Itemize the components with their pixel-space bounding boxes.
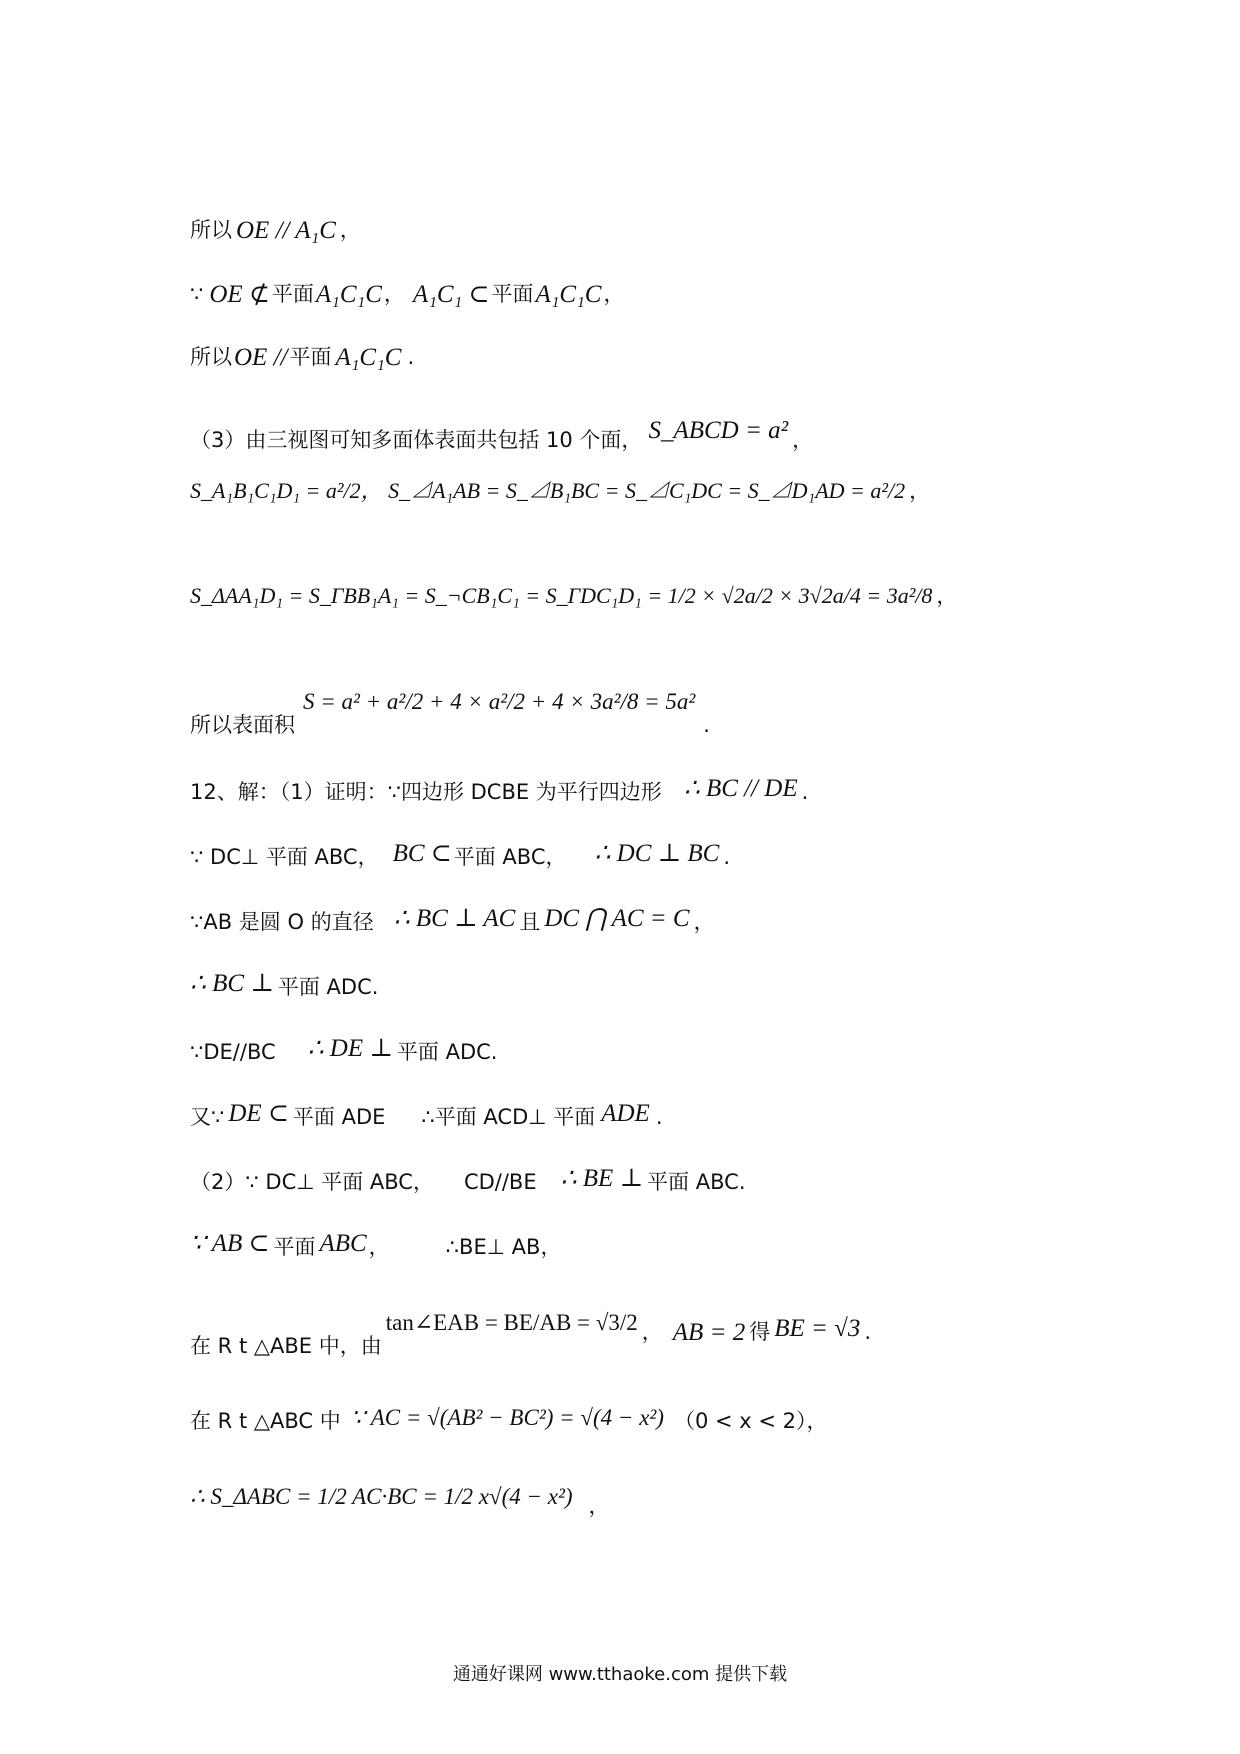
text: 得 — [749, 1320, 771, 1344]
line-7 — [190, 689, 710, 737]
math-expression: A₁C₁C — [535, 281, 602, 308]
text: 所以 — [190, 218, 232, 242]
text: 平面 — [271, 282, 314, 306]
math-expression: OE // A₁C — [236, 217, 336, 244]
math-expression: ABC — [319, 1230, 367, 1257]
text: 平面 ABC， — [453, 845, 567, 869]
text: 平面 — [491, 282, 534, 306]
text: 平面 ADC. — [396, 1040, 498, 1064]
line-10 — [190, 905, 715, 935]
math-expression: A₁C₁C — [335, 344, 402, 371]
punctuation: ， — [339, 218, 361, 242]
punctuation: ， — [368, 1235, 390, 1259]
punctuation: . — [723, 845, 731, 869]
punctuation: . — [864, 1320, 872, 1344]
punctuation: ， — [603, 282, 625, 306]
punctuation: . — [801, 780, 809, 804]
punctuation: ， — [792, 428, 814, 452]
text: ∴平面 ACD⊥ 平面 — [421, 1105, 596, 1129]
math-expression: ∴ BC ⊥ AC — [393, 905, 516, 932]
math-expression: BC ⊂ — [392, 840, 452, 867]
text: 平面 — [289, 345, 332, 369]
math-expression: ∴ BE ⊥ — [560, 1165, 644, 1192]
math-expression: A₁C₁ ⊂ — [412, 281, 490, 308]
text: CD//BE — [463, 1170, 537, 1194]
punctuation: . — [655, 1105, 663, 1129]
punctuation: ， — [588, 1494, 610, 1518]
math-expression: OE ⊄ — [209, 281, 270, 308]
math-expression: S_ABCD = a² — [648, 417, 789, 444]
text: 平面 — [273, 1235, 316, 1259]
punctuation: ， — [383, 282, 405, 306]
text: 在 R t △ABC 中 — [190, 1409, 341, 1433]
text: ∵ DC⊥ 平面 ABC， — [190, 845, 379, 869]
line-2 — [190, 282, 624, 307]
math-expression: ∴ DC ⊥ BC — [594, 840, 720, 867]
punctuation: ， — [936, 583, 958, 608]
math-expression: ∵ AC = √(AB² − BC²) = √(4 − x²) — [350, 1405, 664, 1430]
text: 所以表面积 — [190, 713, 295, 737]
text: ∵AB 是圆 O 的直径 — [190, 910, 374, 934]
math-expression: A₁C₁C — [315, 281, 382, 308]
math-expression: S_ΔAA₁D₁ = S_ΓBB₁A₁ = S_¬CB₁C₁ = S_ΓDC₁D₁ = 1/2 × √2a/2 × 3√2a/4 = 3a²/8 — [190, 583, 933, 608]
math-expression: ADE — [601, 1100, 650, 1127]
math-expression: DE ⊂ — [228, 1100, 289, 1127]
math-expression: DC ⋂ AC = C — [544, 905, 690, 932]
math-expression: BE = √3 — [774, 1315, 861, 1342]
text: ∴BE⊥ AB， — [445, 1235, 562, 1259]
punctuation: . — [703, 713, 710, 737]
line-9 — [190, 840, 731, 870]
text: 所以 — [190, 345, 232, 369]
line-14 — [190, 1165, 746, 1195]
line-1 — [190, 218, 361, 243]
text: 且 — [519, 910, 541, 934]
text: （3）由三视图可知多面体表面共包括 10 个面， — [190, 428, 643, 452]
math-expression: ∴ BC ⊥ — [190, 970, 274, 997]
line-6 — [190, 585, 957, 607]
text: 在 R t △ABE 中，由 — [190, 1334, 382, 1358]
line-12 — [190, 1035, 498, 1065]
punctuation: ， — [693, 910, 715, 934]
punctuation: . — [407, 345, 415, 369]
text: 平面 ADE — [292, 1105, 386, 1129]
math-expression: S_A₁B₁C₁D₁ = a²/2， S_⊿A₁AB = S_⊿B₁BC = S_⊿C₁DC = S_⊿D₁AD = a²/2 — [190, 478, 906, 503]
math-expression: S = a² + a²/2 + 4 × a²/2 + 4 × 3a²/8 = 5a² — [303, 689, 696, 714]
punctuation: ， — [909, 478, 931, 503]
text: 又∵ — [190, 1105, 225, 1129]
line-4 — [190, 417, 814, 453]
line-13 — [190, 1100, 663, 1130]
math-expression: AB = 2 — [672, 1319, 746, 1346]
math-expression: OE // — [234, 344, 288, 371]
math-expression: ∴ DE ⊥ — [307, 1035, 393, 1062]
line-16 — [190, 1310, 872, 1358]
line-3 — [190, 345, 414, 370]
text: 12、解：（1）证明：∵四边形 DCBE 为平行四边形 — [190, 780, 662, 804]
punctuation: ， — [641, 1320, 663, 1344]
line-15 — [190, 1230, 562, 1260]
text: 平面 ADC. — [277, 975, 379, 999]
text: （2）∵ DC⊥ 平面 ABC， — [190, 1170, 434, 1194]
page-footer: 通通好课网 www.tthaoke.com 提供下载 — [452, 1664, 788, 1685]
line-11 — [190, 970, 379, 1000]
line-17 — [190, 1405, 828, 1433]
text: 平面 ABC. — [647, 1170, 746, 1194]
math-expression: tan∠EAB = BE/AB = √3/2 — [385, 1310, 638, 1335]
math-expression: ∴ S_ΔABC = 1/2 AC·BC = 1/2 x√(4 − x²) — [190, 1484, 573, 1509]
math-expression: ∴ BC // DE — [683, 775, 798, 802]
line-18 — [190, 1484, 610, 1518]
because-symbol: ∵ — [190, 282, 204, 306]
line-5 — [190, 480, 930, 502]
math-expression: ∵ AB ⊂ — [190, 1230, 270, 1257]
text: （0 < x < 2）， — [673, 1409, 828, 1433]
text: ∵DE//BC — [190, 1040, 276, 1064]
line-8 — [190, 775, 809, 805]
